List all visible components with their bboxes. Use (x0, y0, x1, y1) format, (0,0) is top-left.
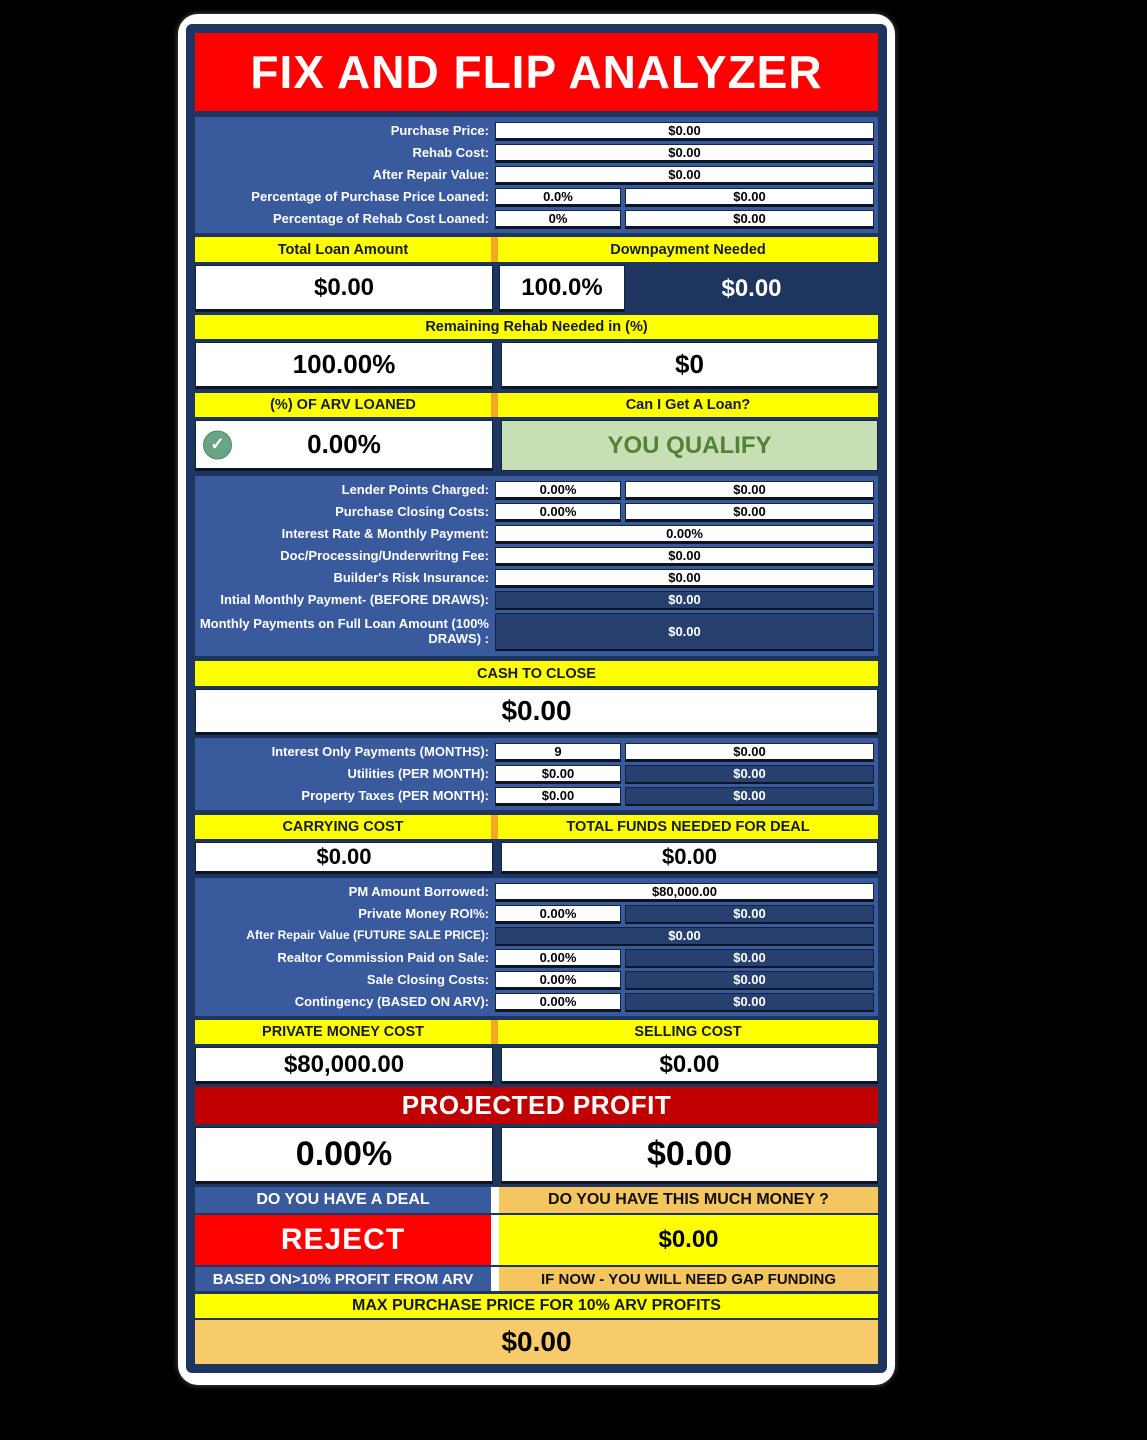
arv-loaned-header: (%) OF ARV LOANED (195, 393, 491, 417)
field-row (195, 208, 878, 230)
header-divider (491, 1020, 498, 1044)
field-row (195, 142, 878, 164)
pct-purchase-loaned-amount: $0.00 (625, 188, 874, 207)
field-row (195, 903, 878, 925)
have-deal-header: DO YOU HAVE A DEAL (195, 1187, 491, 1213)
field-row (195, 969, 878, 991)
field-row (195, 120, 878, 142)
pm-amount-borrowed-label: PM Amount Borrowed: (348, 883, 489, 899)
deal-verdict-badge: REJECT (195, 1215, 491, 1265)
interest-rate-label: Interest Rate & Monthly Payment: (281, 525, 489, 541)
doc-fee-label: Doc/Processing/Underwritng Fee: (280, 547, 489, 563)
can-loan-header: Can I Get A Loan? (498, 393, 878, 417)
analyzer-card (178, 14, 895, 1385)
field-row (195, 881, 878, 903)
future-sale-price-value: $0.00 (495, 927, 874, 946)
divider (491, 1187, 499, 1213)
cash-to-close-value: $0.00 (195, 689, 878, 735)
interest-only-months-input[interactable]: 9 (495, 743, 621, 762)
downpayment-needed-value: $0.00 (721, 274, 782, 302)
after-repair-value-label: After Repair Value: (372, 166, 489, 182)
arv-loaned-pct-cell (195, 420, 493, 471)
page-title: FIX AND FLIP ANALYZER (195, 33, 878, 111)
builders-risk-input[interactable]: $0.00 (495, 569, 874, 588)
sale-closing-costs-input[interactable]: 0.00% (495, 971, 621, 990)
private-money-roi-amount: $0.00 (625, 905, 874, 924)
purchase-closing-amount: $0.00 (625, 503, 874, 522)
selling-cost-header: SELLING COST (498, 1020, 878, 1044)
money-needed-value: $0.00 (499, 1215, 878, 1265)
sale-inputs-section (195, 878, 878, 1016)
private-money-roi-input[interactable]: 0.00% (495, 905, 621, 924)
field-row (195, 763, 878, 785)
header-divider (491, 815, 498, 839)
arv-loaned-pct-value: 0.00% (307, 429, 381, 459)
carrying-inputs-section (195, 738, 878, 810)
downpayment-header: Downpayment Needed (498, 237, 878, 262)
realtor-commission-label: Realtor Commission Paid on Sale: (277, 949, 489, 965)
analyzer-body (186, 24, 887, 1373)
downpayment-pct-value: 100.0% (499, 265, 625, 312)
field-row (195, 947, 878, 969)
loan-inputs-section (195, 117, 878, 233)
future-sale-price-label: After Repair Value (FUTURE SALE PRICE): (246, 928, 489, 943)
lender-points-input[interactable]: 0.00% (495, 481, 621, 500)
field-row (195, 589, 878, 611)
selling-cost-value: $0.00 (501, 1047, 878, 1084)
private-money-cost-header: PRIVATE MONEY COST (195, 1020, 491, 1044)
full-loan-payment-label: Monthly Payments on Full Loan Amount (100% DRAWS) : (199, 616, 489, 646)
doc-fee-input[interactable]: $0.00 (495, 547, 874, 566)
header-divider (491, 393, 498, 417)
utilities-input[interactable]: $0.00 (495, 765, 621, 784)
pct-rehab-loaned-input[interactable]: 0% (495, 210, 621, 229)
remaining-rehab-header: Remaining Rehab Needed in (%) (195, 315, 878, 339)
purchase-price-input[interactable]: $0.00 (495, 122, 874, 141)
profit-pct-value: 0.00% (195, 1127, 493, 1184)
utilities-label: Utilities (PER MONTH): (347, 765, 489, 781)
divider (491, 1267, 499, 1291)
cash-to-close-header: CASH TO CLOSE (195, 661, 878, 686)
qualify-status-badge: YOU QUALIFY (501, 420, 878, 471)
property-taxes-label: Property Taxes (PER MONTH): (301, 787, 489, 803)
field-row (195, 501, 878, 523)
total-funds-header: TOTAL FUNDS NEEDED FOR DEAL (498, 815, 878, 839)
contingency-amount: $0.00 (625, 993, 874, 1012)
sale-closing-costs-label: Sale Closing Costs: (366, 971, 489, 987)
interest-only-months-label: Interest Only Payments (MONTHS): (271, 743, 489, 759)
field-row (195, 545, 878, 567)
header-divider (491, 237, 498, 262)
realtor-commission-input[interactable]: 0.00% (495, 949, 621, 968)
have-money-header: DO YOU HAVE THIS MUCH MONEY ? (499, 1187, 878, 1213)
rehab-cost-label: Rehab Cost: (412, 144, 489, 160)
private-money-cost-value: $80,000.00 (195, 1047, 493, 1084)
field-row (195, 785, 878, 807)
max-price-header: MAX PURCHASE PRICE FOR 10% ARV PROFITS (195, 1294, 878, 1318)
interest-only-amount: $0.00 (625, 743, 874, 762)
initial-monthly-payment-value: $0.00 (495, 591, 874, 610)
contingency-label: Contingency (BASED ON ARV): (294, 993, 489, 1009)
carrying-cost-header: CARRYING COST (195, 815, 491, 839)
pm-amount-borrowed-input[interactable]: $80,000.00 (495, 883, 874, 902)
pct-purchase-loaned-input[interactable]: 0.0% (495, 188, 621, 207)
field-row (195, 479, 878, 501)
projected-profit-header: PROJECTED PROFIT (195, 1087, 878, 1124)
realtor-commission-amount: $0.00 (625, 949, 874, 968)
lender-points-label: Lender Points Charged: (341, 481, 489, 497)
divider (491, 1215, 499, 1265)
after-repair-value-input[interactable]: $0.00 (495, 166, 874, 185)
purchase-price-label: Purchase Price: (390, 122, 489, 138)
interest-rate-input[interactable]: 0.00% (495, 525, 874, 544)
pct-purchase-loaned-label: Percentage of Purchase Price Loaned: (251, 188, 489, 204)
purchase-closing-input[interactable]: 0.00% (495, 503, 621, 522)
field-row (195, 523, 878, 545)
cost-inputs-section (195, 476, 878, 656)
field-row (195, 741, 878, 763)
qualify-check-icon: ✓ (203, 430, 232, 459)
rehab-cost-input[interactable]: $0.00 (495, 144, 874, 163)
max-price-value: $0.00 (195, 1320, 878, 1364)
property-taxes-amount: $0.00 (625, 787, 874, 806)
private-money-roi-label: Private Money ROI%: (358, 905, 489, 921)
initial-monthly-payment-label: Intial Monthly Payment- (BEFORE DRAWS): (220, 591, 489, 607)
full-loan-payment-value: $0.00 (495, 613, 874, 651)
purchase-closing-label: Purchase Closing Costs: (335, 503, 489, 519)
property-taxes-input[interactable]: $0.00 (495, 787, 621, 806)
utilities-amount: $0.00 (625, 765, 874, 784)
pct-rehab-loaned-amount: $0.00 (625, 210, 874, 229)
based-on-note: BASED ON>10% PROFIT FROM ARV (195, 1267, 491, 1291)
contingency-input[interactable]: 0.00% (495, 993, 621, 1012)
lender-points-amount: $0.00 (625, 481, 874, 500)
remaining-rehab-pct-value: 100.00% (195, 342, 493, 389)
field-row (195, 186, 878, 208)
field-row (195, 991, 878, 1013)
field-row (195, 925, 878, 947)
profit-amt-value: $0.00 (501, 1127, 878, 1184)
builders-risk-label: Builder's Risk Insurance: (333, 569, 489, 585)
remaining-rehab-amt-value: $0 (501, 342, 878, 389)
pct-rehab-loaned-label: Percentage of Rehab Cost Loaned: (273, 210, 489, 226)
total-loan-header: Total Loan Amount (195, 237, 491, 262)
total-funds-value: $0.00 (501, 842, 878, 874)
total-loan-amount-value: $0.00 (195, 265, 493, 312)
sale-closing-costs-amount: $0.00 (625, 971, 874, 990)
field-row (195, 611, 878, 653)
field-row (195, 164, 878, 186)
gap-funding-note: IF NOW - YOU WILL NEED GAP FUNDING (499, 1267, 878, 1291)
carrying-cost-value: $0.00 (195, 842, 493, 874)
field-row (195, 567, 878, 589)
